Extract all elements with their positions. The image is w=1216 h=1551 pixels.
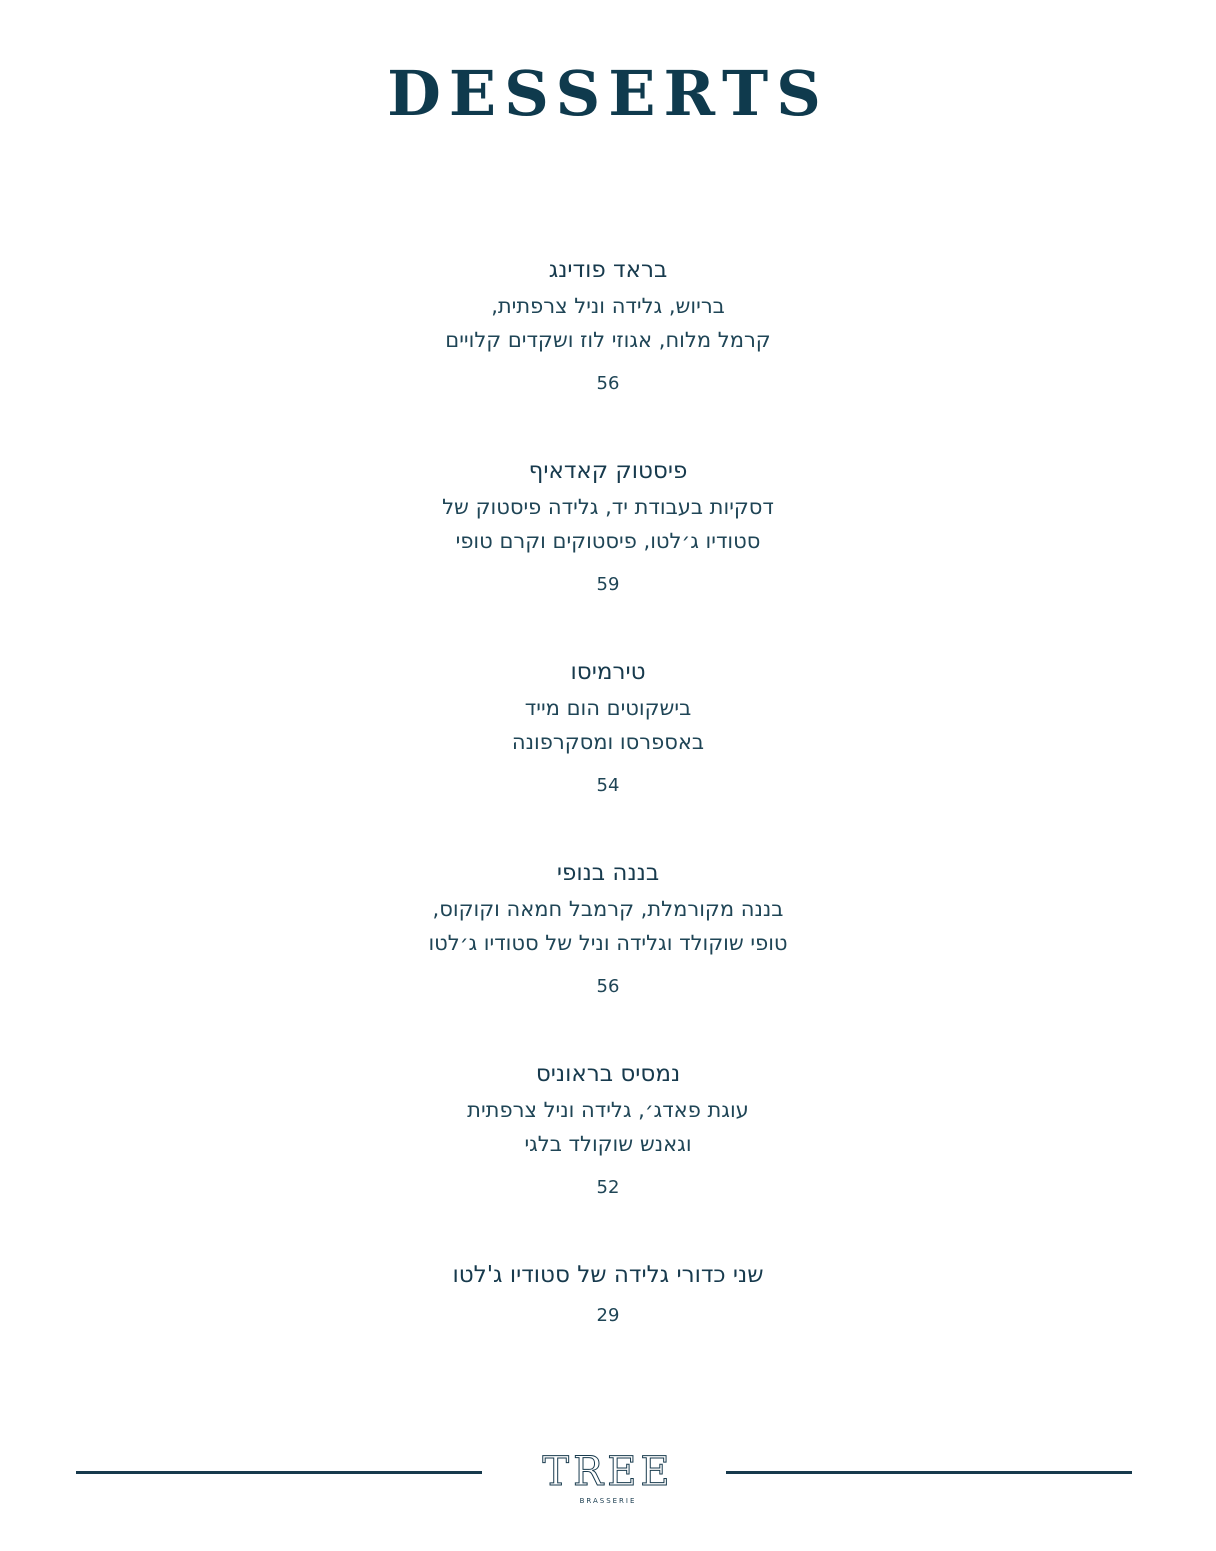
footer-divider-right <box>726 1471 1132 1474</box>
item-description <box>0 490 1216 558</box>
item-price: 59 <box>596 574 620 595</box>
item-desc-line: סטודיו ג׳לטו, פיסטוקים וקרם טופי <box>455 529 761 553</box>
menu-item-pistachio-kadaif <box>0 456 1216 597</box>
item-name: פיסטוק קאדאיף <box>528 458 688 484</box>
menu-item-nemesis-brownies <box>0 1059 1216 1200</box>
brand-logo <box>508 1450 708 1506</box>
item-price: 56 <box>596 976 620 997</box>
logo-subtitle: BRASSERIE <box>579 1497 637 1505</box>
item-description <box>0 691 1216 759</box>
item-desc-line: טופי שוקולד וגלידה וניל של סטודיו ג׳לטו <box>428 931 788 955</box>
item-name: שני כדורי גלידה של סטודיו ג'לטו <box>452 1262 764 1288</box>
item-description <box>0 1093 1216 1161</box>
menu-item-ice-cream-scoops <box>0 1260 1216 1328</box>
item-desc-line: בריוש, גלידה וניל צרפתית, <box>491 294 725 318</box>
page-title: DESSERTS <box>387 57 829 130</box>
item-price: 29 <box>596 1305 620 1326</box>
menu-item-banoffee <box>0 858 1216 999</box>
item-price: 54 <box>596 775 620 796</box>
item-desc-line: בננה מקורמלת, קרמבל חמאה וקוקוס, <box>432 897 784 921</box>
item-desc-line: עוגת פאדג׳, גלידה וניל צרפתית <box>467 1098 749 1122</box>
item-price: 52 <box>596 1177 620 1198</box>
item-desc-line: בישקוטים הום מייד <box>524 696 692 720</box>
menu-item-tiramisu <box>0 657 1216 798</box>
menu-item-bread-pudding <box>0 255 1216 396</box>
item-desc-line: וגאנש שוקולד בלגי <box>524 1132 692 1156</box>
item-desc-line: באספרסו ומסקרפונה <box>511 730 705 754</box>
item-description <box>0 289 1216 357</box>
item-name: נמסיס בראוניס <box>535 1061 681 1087</box>
item-name: בננה בנופי <box>556 860 660 886</box>
item-price: 56 <box>596 373 620 394</box>
item-desc-line: קרמל מלוח, אגוזי לוז ושקדים קלויים <box>445 328 771 352</box>
logo-wordmark: TREE <box>542 1449 674 1495</box>
item-description <box>0 892 1216 960</box>
item-name: טירמיסו <box>570 659 646 685</box>
item-desc-line: דסקיות בעבודת יד, גלידה פיסטוק של <box>442 495 774 519</box>
footer-divider-left <box>76 1471 482 1474</box>
item-name: בראד פודינג <box>548 257 668 283</box>
